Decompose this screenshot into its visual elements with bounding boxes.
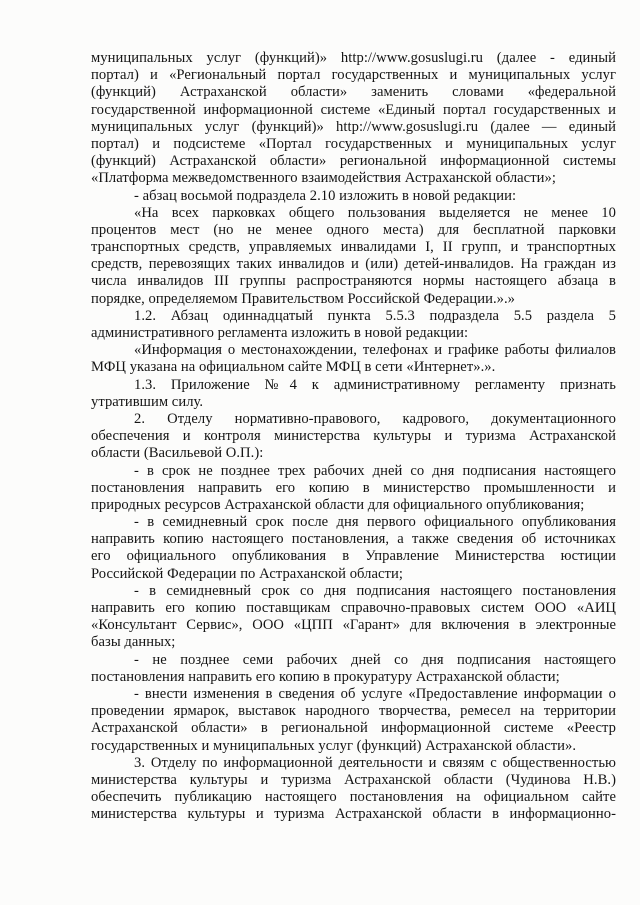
text-line: постановления направить его копию в прокуратуру Астраханской области; [91,668,560,685]
document-body [91,50,616,823]
text-line: направить его копию поставщикам справочно-правовых систем ООО «АИЦ [91,600,616,616]
text-line: (функций) Астраханской области» региональной информационной системы [91,153,616,170]
paragraph [91,755,616,824]
text-line: государственной информационной системе «Единый портал государственных и [91,101,616,118]
text-line: «Информация о местонахождении, телефонах и графике работы филиалов [134,342,616,359]
text-line: базы данных; [91,634,176,651]
text-line: - в срок не позднее трех рабочих дней со дня подписания настоящего [134,462,616,479]
text-line: 2. Отделу нормативно-правового, кадрового, документационного [134,410,616,427]
text-line: - внести изменения в сведения об услуге «Предоставление информации о [134,685,616,702]
text-line: муниципальных услуг (функций)» http://www.gosuslugi.ru (далее — единый [91,118,616,135]
text-line: (функций) Астраханской области» заменить словами «федеральной [91,84,616,101]
paragraph [91,50,616,188]
text-line: Астраханской области» в региональной информационной системе «Реестр [91,720,616,737]
text-line: министерства культуры и туризма Астраханской области (Чудинова Н.В.) [91,771,616,788]
paragraph [91,188,616,205]
text-line: - в семидневный срок после дня первого официального опубликования [134,514,616,531]
text-line: портал) и подсистеме «Портал государственных и муниципальных услуг [91,135,616,152]
paragraph [91,342,616,376]
text-line: обеспечения и контроля министерства культуры и туризма Астраханской [91,428,616,445]
text-line: постановления направить его копию в министерство промышленности и [91,479,616,496]
text-line: министерства культуры и туризма Астраханской области в информационно- [91,806,616,823]
text-line: его официального опубликования в Управление Министерства юстиции [91,548,616,565]
paragraph [91,205,616,308]
text-line: «Консультант Сервис», ООО «ЦПП «Гарант» для включения в электронные [91,617,616,634]
text-line: - не позднее семи рабочих дней со дня подписания настоящего [134,651,616,668]
paragraph [91,583,616,652]
paragraph [91,377,616,411]
text-line: - в семидневный срок со дня подписания настоящего постановления [134,582,616,599]
text-line: муниципальных услуг (функций)» http://www.gosuslugi.ru (далее - единый [91,50,616,66]
text-line: порядке, определяемом Правительством Российской Федерации.».» [91,290,516,307]
paragraph [91,308,616,342]
text-line: 1.3. Приложение №4 к административному регламенту признать [134,376,616,393]
text-line: области (Васильевой О.П.): [91,445,264,462]
text-line: 3. Отделу по информационной деятельности и связям с общественностью [134,754,616,771]
paragraph [91,463,616,515]
text-line: утратившим силу. [91,393,204,410]
text-line: портал) и «Региональный портал государственных и муниципальных услуг [91,67,616,84]
text-line: 1.2. Абзац одиннадцатый пункта 5.5.3 подраздела 5.5 раздела 5 [134,307,616,324]
paragraph [91,686,616,755]
text-line: административного регламента изложить в новой редакции: [91,325,469,341]
text-line: - абзац восьмой подраздела 2.10 изложить в новой редакции: [134,187,517,204]
text-line: природных ресурсов Астраханской области для официального опубликования; [91,496,585,513]
text-line: средств, перевозящих таких инвалидов и (или) детей-инвалидов. На граждан из [91,256,616,273]
text-line: обеспечить публикацию настоящего постановления на официальном сайте [91,789,616,806]
text-line: процентов мест (но не менее одного места) для бесплатной парковки [91,221,616,238]
text-line: «На всех парковках общего пользования выделяется не менее 10 [134,204,616,221]
text-line: проведении ярмарок, выставок народного творчества, ремесел на территории [91,703,616,720]
text-line: «Платформа межведомственного взаимодействия Астраханской области»; [91,170,556,187]
paragraph [91,652,616,686]
paragraph [91,411,616,463]
paragraph [91,514,616,583]
text-line: числа инвалидов III группы распространяются нормы настоящего абзаца в [91,273,616,290]
text-line: государственных и муниципальных услуг (функций) Астраханской области». [91,737,577,754]
text-line: Российской Федерации по Астраханской области; [91,565,403,582]
text-line: транспортных средств, управляемых инвалидами I, II групп, и транспортных [91,239,616,256]
text-line: направить копию настоящего постановления, а также сведения об источниках [91,531,616,548]
text-line: МФЦ указана на официальном сайте МФЦ в сети «Интернет».». [91,359,496,376]
